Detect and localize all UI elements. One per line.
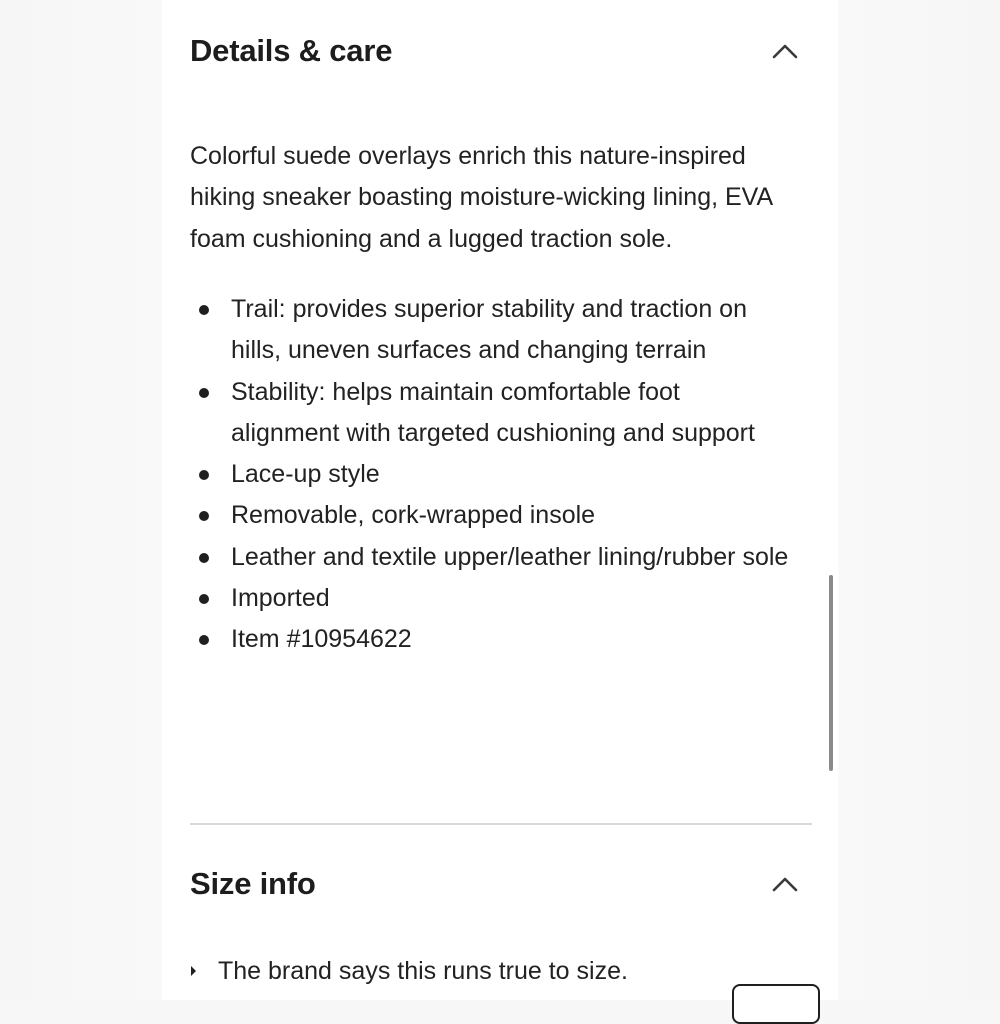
list-item: Lace-up style xyxy=(190,454,790,495)
product-description: Colorful suede overlays enrich this nature-inspired hiking sneaker boasting moisture-wicking lining, EVA foam cushioning and a lugged traction sole. xyxy=(190,142,772,253)
bullet-triangle-icon xyxy=(191,966,196,976)
list-item: Stability: helps maintain comfortable foot alignment with targeted cushioning and support xyxy=(190,372,790,455)
chevron-up-icon[interactable] xyxy=(772,38,798,64)
list-item: Item #10954622 xyxy=(190,619,790,660)
list-item: Imported xyxy=(190,578,790,619)
size-info-header[interactable] xyxy=(190,854,810,914)
list-item: Leather and textile upper/leather lining/rubber sole xyxy=(190,537,790,578)
size-note-text: The brand says this runs true to size. xyxy=(218,957,628,985)
floating-action-button[interactable] xyxy=(732,984,820,1024)
size-info-title: Size info xyxy=(190,866,316,901)
scrollbar-thumb[interactable] xyxy=(829,575,833,771)
section-divider xyxy=(190,823,812,825)
details-care-header[interactable] xyxy=(190,21,810,81)
size-note xyxy=(190,952,790,990)
list-item: Removable, cork-wrapped insole xyxy=(190,495,790,536)
product-details-panel xyxy=(162,0,838,1000)
chevron-up-icon[interactable] xyxy=(772,871,798,897)
feature-list xyxy=(190,289,790,661)
list-item: Trail: provides superior stability and traction on hills, uneven surfaces and changing terrain xyxy=(190,289,790,372)
details-care-title: Details & care xyxy=(190,33,393,68)
right-backdrop xyxy=(838,0,1000,1000)
left-backdrop xyxy=(0,0,162,1000)
